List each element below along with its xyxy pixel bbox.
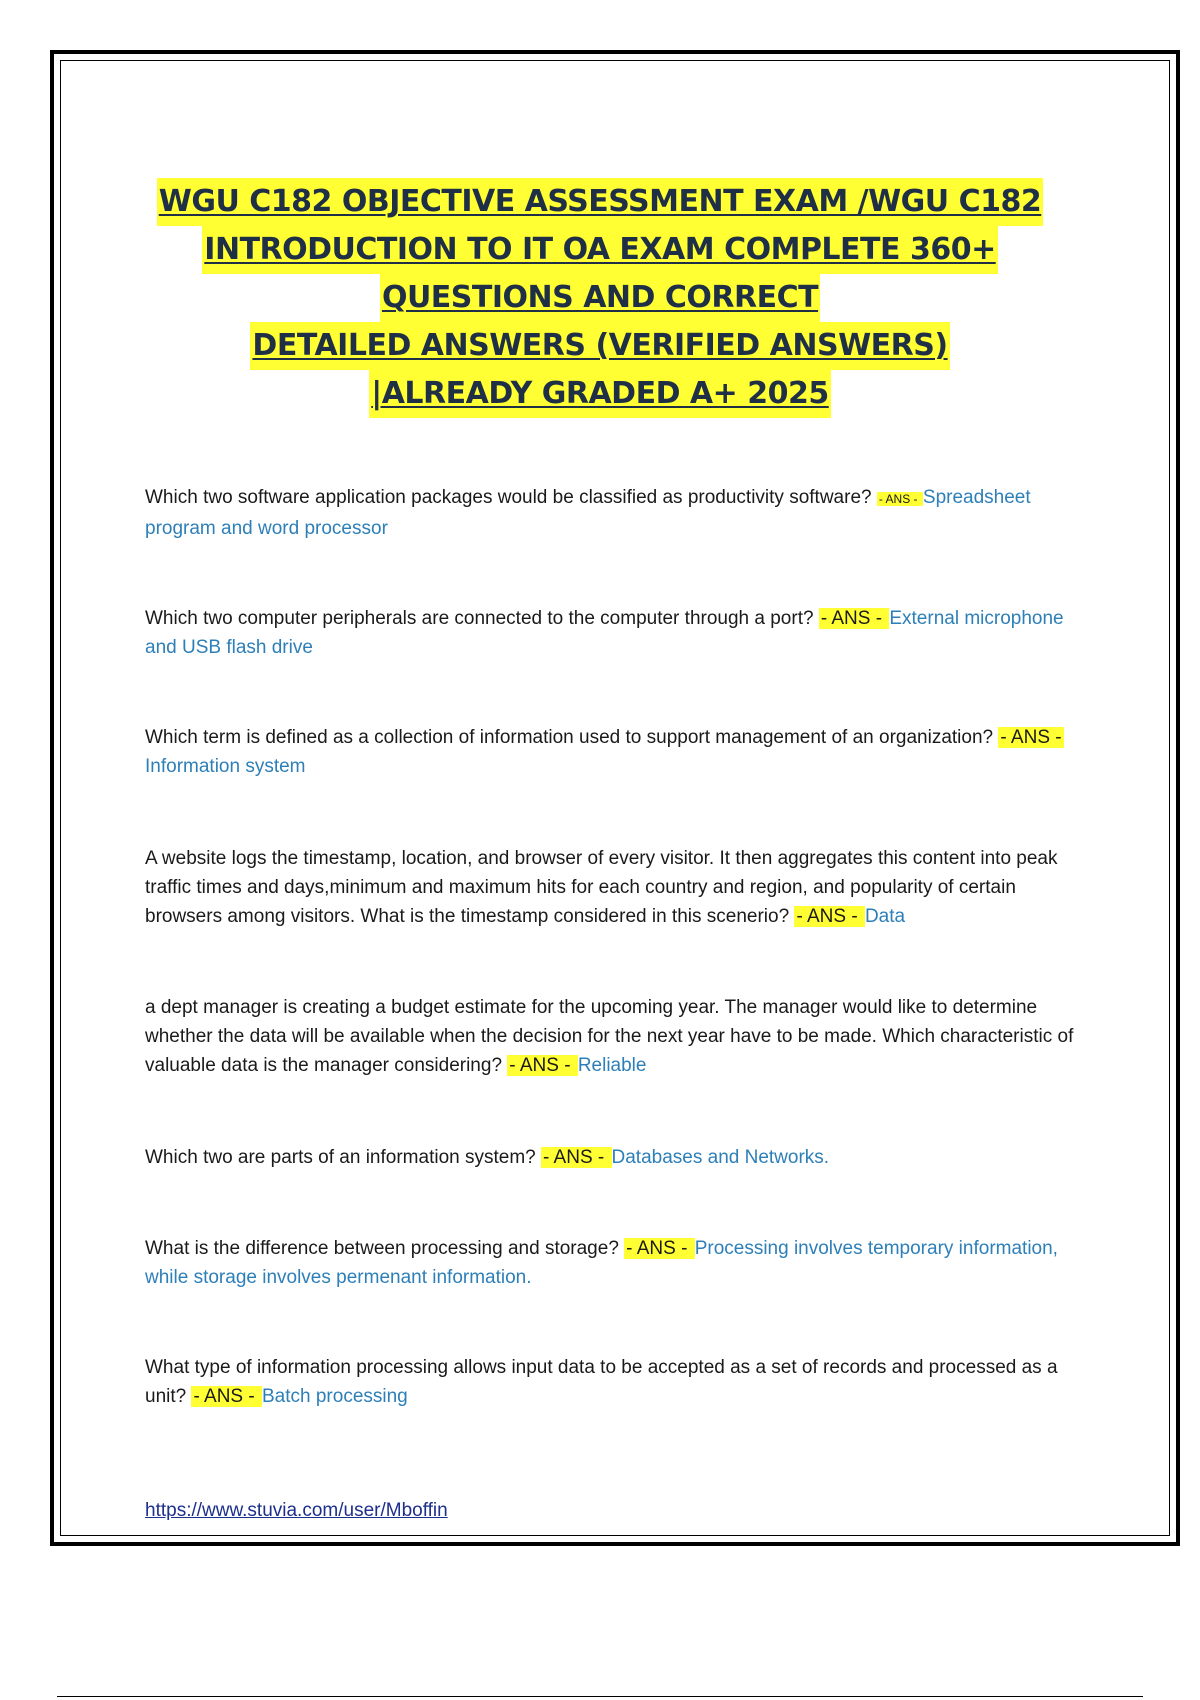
question-text: What is the difference between processing and storage? xyxy=(145,1238,625,1259)
ans-marker: - ANS - xyxy=(193,1386,260,1407)
qa-item xyxy=(145,1143,1090,1172)
ans-marker: - ANS - xyxy=(626,1238,693,1259)
title-line-5: |ALREADY GRADED A+ 2025 xyxy=(369,370,830,418)
title-line-2: INTRODUCTION TO IT OA EXAM COMPLETE 360+ xyxy=(202,226,997,274)
ans-marker: - ANS - xyxy=(820,608,888,629)
footer-profile-link[interactable]: https://www.stuvia.com/user/Mboffin xyxy=(145,1500,448,1521)
qa-item xyxy=(145,1353,1090,1411)
answer-text: Reliable xyxy=(577,1055,647,1076)
document-title xyxy=(100,178,1100,418)
question-text: Which two computer peripherals are connected to the computer through a port? xyxy=(145,608,819,629)
ans-marker: - ANS - xyxy=(543,1147,610,1168)
qa-item xyxy=(145,723,1090,781)
answer-text: Spreadsheet program and word processor xyxy=(145,487,1031,539)
ans-marker: - ANS - xyxy=(509,1055,576,1076)
title-line-1: WGU C182 OBJECTIVE ASSESSMENT EXAM /WGU C182 xyxy=(157,178,1043,226)
ans-marker: - ANS - xyxy=(1000,727,1062,748)
answer-text: Databases and Networks. xyxy=(611,1147,830,1168)
title-line-3: QUESTIONS AND CORRECT xyxy=(380,274,820,322)
question-text: What type of information processing allows input data to be accepted as a set of records and processed as a unit? xyxy=(145,1357,1058,1407)
qa-item xyxy=(145,483,1090,543)
answer-text: Processing involves temporary information, while storage involves permenant information. xyxy=(145,1238,1058,1288)
question-text: a dept manager is creating a budget estimate for the upcoming year. The manager would like to determine whether the data will be available when the decision for the next year have to be made. Which characteristic of valuable data is the manager considering? xyxy=(145,997,1074,1076)
ans-marker: - ANS - xyxy=(878,492,921,506)
question-text: A website logs the timestamp, location, and browser of every visitor. It then aggregates this content into peak traffic times and days,minimum and maximum hits for each country and region, and popularity of certain browsers among visitors. What is the timestamp considered in this scenerio? xyxy=(145,848,1058,927)
answer-text: Data xyxy=(864,906,906,927)
ans-marker: - ANS - xyxy=(796,906,863,927)
question-text: Which two are parts of an information system? xyxy=(145,1147,541,1168)
qa-item xyxy=(145,993,1090,1080)
answer-text: Batch processing xyxy=(262,1386,408,1407)
qa-item xyxy=(145,604,1090,662)
qa-item xyxy=(145,1234,1090,1292)
title-line-4: DETAILED ANSWERS (VERIFIED ANSWERS) xyxy=(250,322,949,370)
question-text: Which term is defined as a collection of information used to support management of an organization? xyxy=(145,727,999,748)
question-text: Which two software application packages would be classified as productivity software? xyxy=(145,487,877,508)
answer-text: Information system xyxy=(145,756,306,777)
bottom-divider xyxy=(57,1696,1143,1697)
answer-text: External microphone and USB flash drive xyxy=(145,608,1064,658)
qa-item xyxy=(145,844,1090,931)
